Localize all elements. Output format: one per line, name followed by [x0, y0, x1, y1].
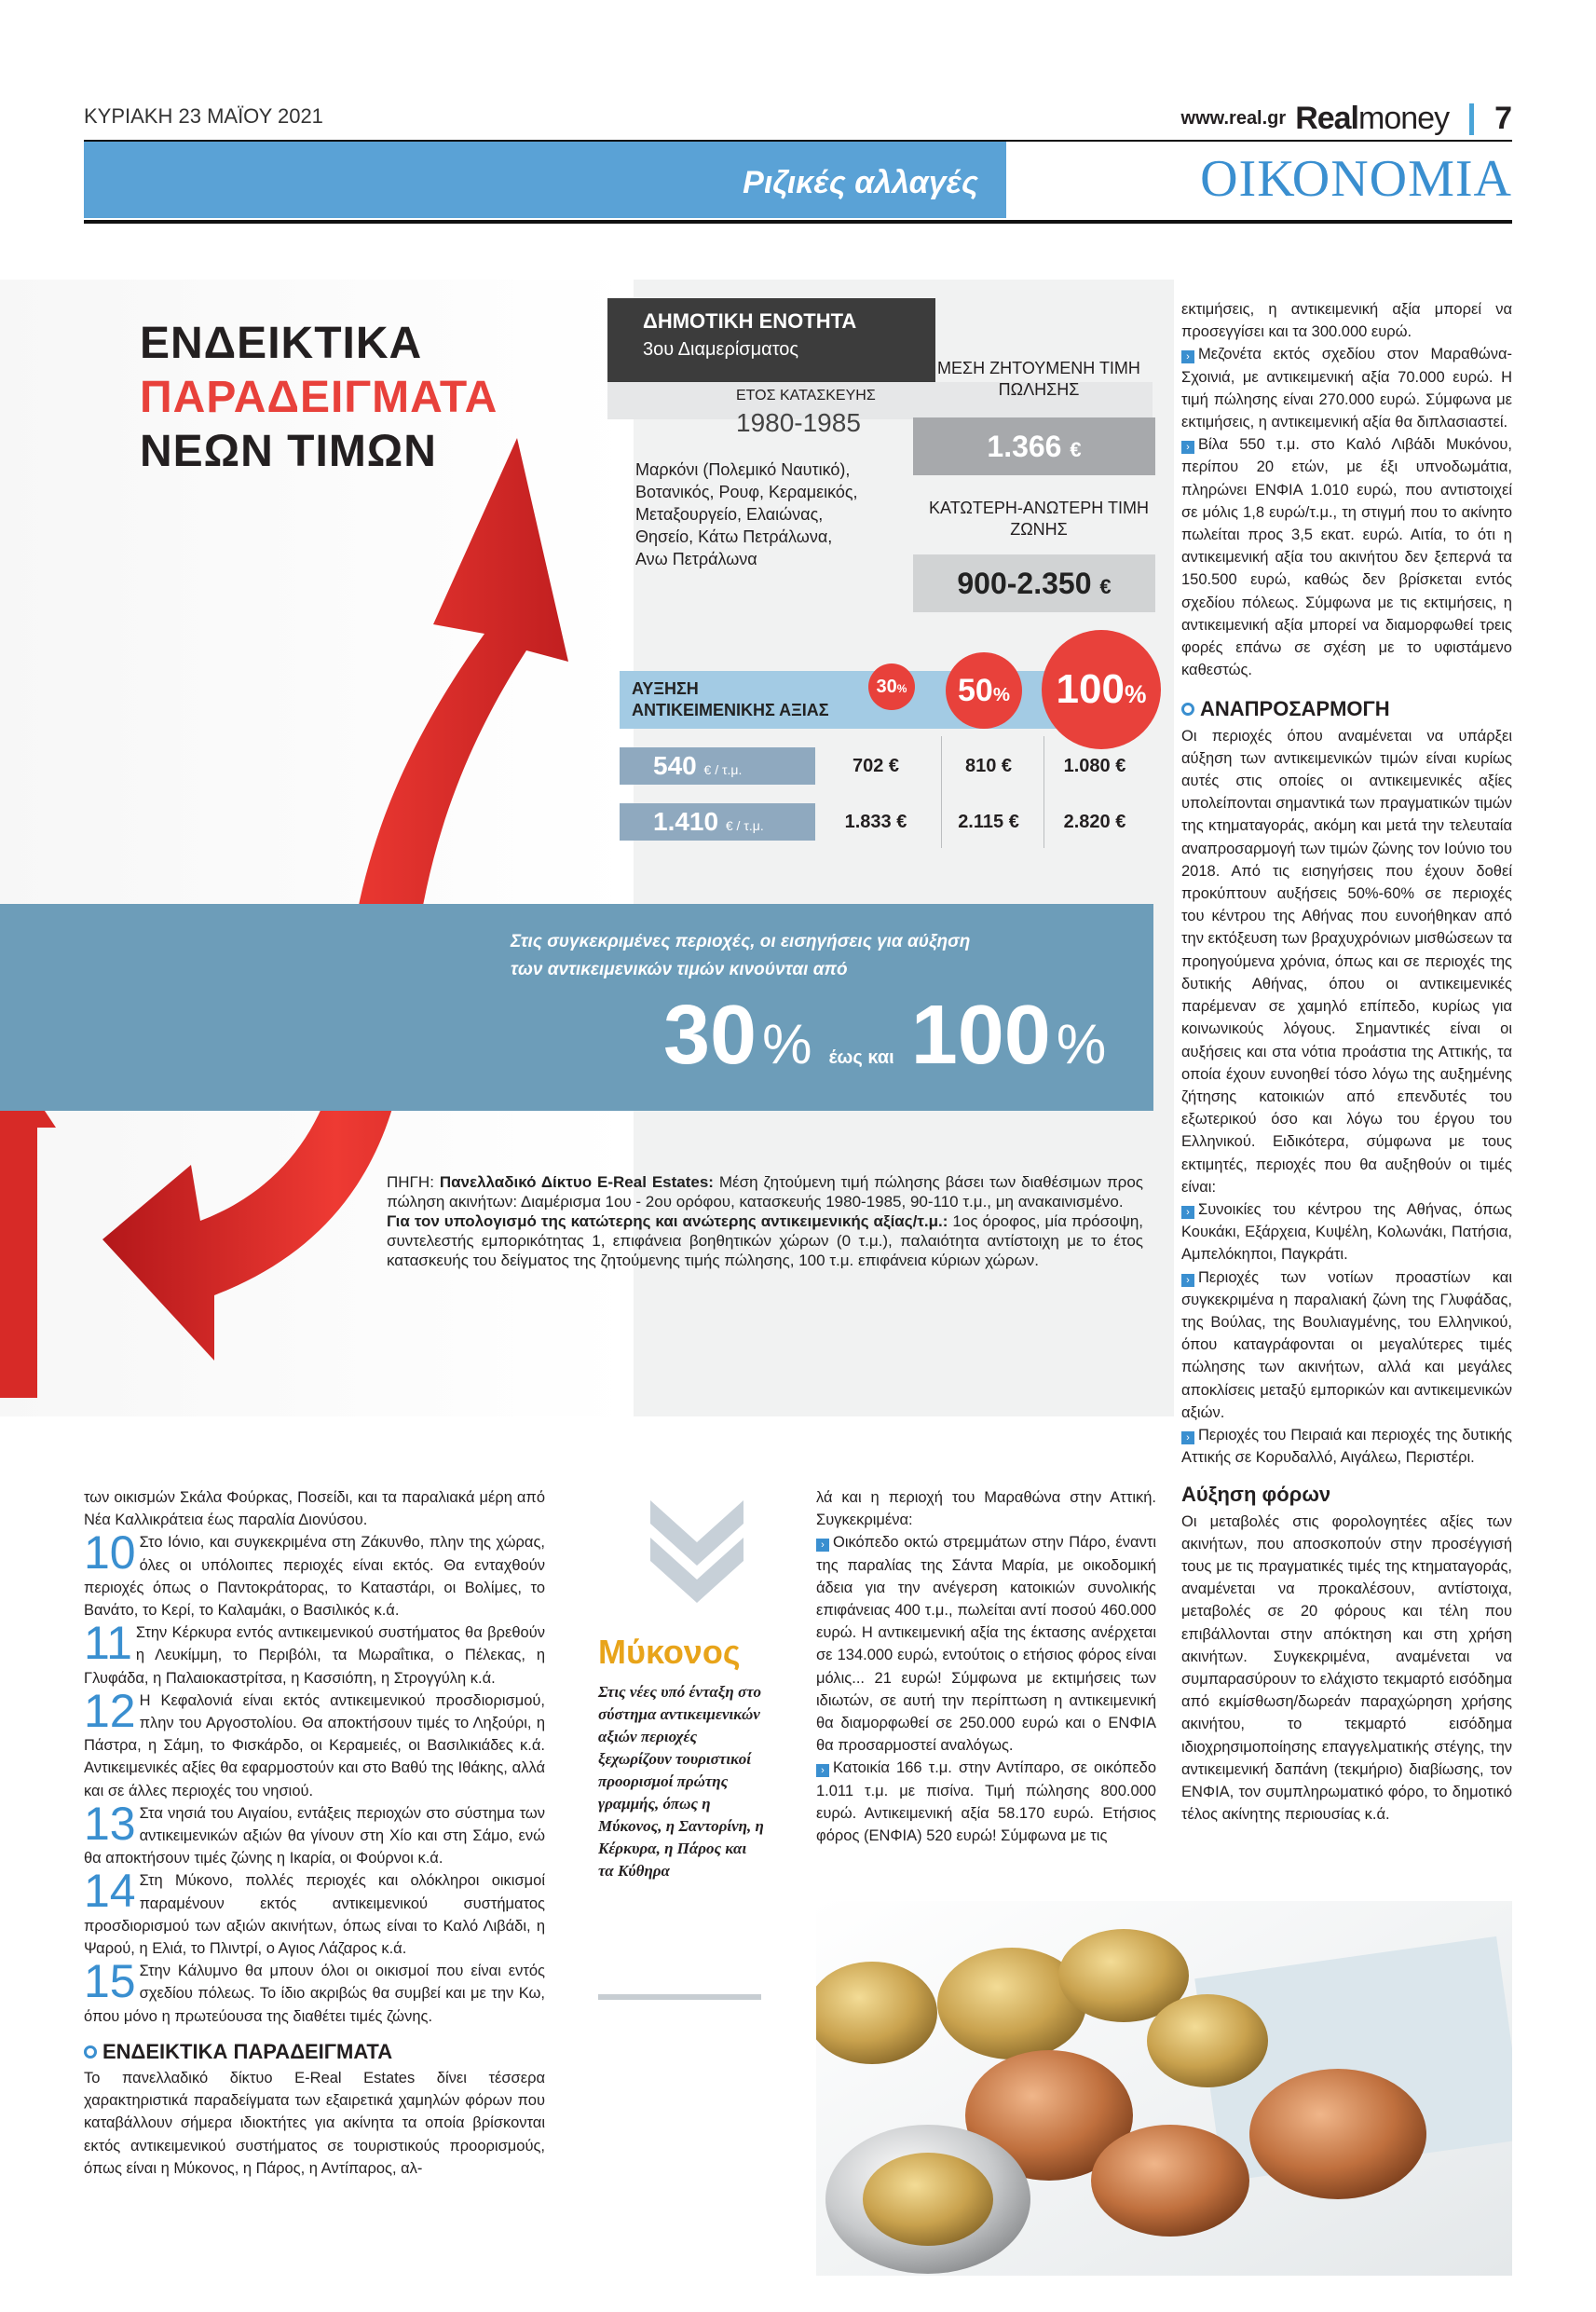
- bullet-item: › Περιοχές του Πειραιά και περιοχές της δυτικής Αττικής σε Κορυδαλλό, Αιγάλεω, Περιστέρι.: [1181, 1426, 1512, 1467]
- brand-logo: Realmoney: [1295, 101, 1450, 136]
- base-value: 1.410 € / τ.μ.: [620, 803, 815, 841]
- bullet-item: › Περιοχές των νοτίων προαστίων και συγκεκριμένα η παραλιακή ζώνη της Γλυφάδας, της Βούλας, της Βουλιαγμένης, του Ελληνικού, όπου καταγράφονται οι μεγαλύτερες τιμές πώλησης των ακινήτων, αλλά και μεγάλες αποκλίσεις μεταξύ εμπορικών και αντικειμενικών αξιών.: [1181, 1268, 1512, 1421]
- page-number: 7: [1494, 101, 1512, 136]
- year-value: 1980-1985: [736, 408, 861, 437]
- value-30: 1.833 €: [844, 812, 907, 832]
- masthead: [1181, 101, 1512, 137]
- highlight-text: Στις συγκεκριμένες περιοχές, οι εισηγήσεις για αύξηση των αντικειμενικών τιμών κινούνται από: [511, 932, 971, 979]
- bullet-item: › Μεζονέτα εκτός σχεδίου στον Μαραθώνα-Σχοινιά, με αντικειμενική αξία 70.000 ευρώ. Η τιμή πώλησης είναι 270.000 ευρώ. Σύμφωνα με εκτιμήσεις, η αντικειμενική αξία θα διπλασιαστεί.: [1181, 346, 1512, 431]
- municipal-unit-box: [607, 298, 935, 382]
- range-figure: 30 % έως και 100 %: [663, 989, 1107, 1082]
- base-value: 540 € / τ.μ.: [620, 747, 815, 785]
- numbered-item: 10 Στο Ιόνιο, και συγκεκριμένα στη Ζάκυνθο, πλην της χώρας, όλες οι υπόλοιπες περιοχές είναι εκτός. Θα ενταχθούν περιοχές όπως ο Παντοκράτορας, το Καταστάρι, οι Βολίμες, το Βανάτο, το Κερί, το Καλαμάκι, ο Βασιλικός κ.ά.: [84, 1526, 545, 1620]
- section-title: ΟΙΚΟΝΟΜΙΑ: [1200, 150, 1512, 208]
- bullet-item: › Κατοικία 166 τ.μ. στην Αντίπαρο, σε οικόπεδο 1.011 τ.μ. με πισίνα. Τιμή πώλησης 800.000 ευρώ. Αντικειμενική αξία 58.170 ευρώ. Ετήσιος φόρος (ΕΝΦΙΑ) 520 ευρώ! Σύμφωνα με τις: [816, 1759, 1156, 1845]
- target-icon: [84, 2045, 97, 2059]
- pullquote-rule: [598, 1994, 761, 2000]
- coins-photo: [816, 1901, 1512, 2276]
- chevron-right-icon: ›: [1181, 441, 1194, 454]
- numbered-item: 11 Στην Κέρκυρα εντός αντικειμενικού συστήματος θα βρεθούν η Λευκίμμη, το Περιβόλι, τα Μωραΐτικα, ο Πέλεκας, η Γλυφάδα, η Παλαιοκαστρίτσα, η Κασσιόπη, η Στρογγύλη κ.ά.: [84, 1617, 545, 1687]
- numbered-item: 15 Στην Κάλυμνο θα μπουν όλοι οι οικισμοί που είναι εντός σχεδίου πόλεως. Το ίδιο ακριβώς θα συμβεί και με την Κω, όπου μόνο η πρωτεύουσα της διαθέτει τιμές ζώνης.: [84, 1955, 545, 2025]
- municipal-unit-title: ΔΗΜΟΤΙΚΗ ΕΝΟΤΗΤΑ: [643, 309, 857, 333]
- median-price-value: 1.366 €: [913, 417, 1155, 475]
- paragraph: εκτιμήσεις, η αντικειμενική αξία μπορεί να προσεγγίσει και τα 300.000 ευρώ.: [1181, 301, 1512, 341]
- brand-divider: [1469, 103, 1474, 135]
- left-column: [84, 1486, 545, 2180]
- chevron-right-icon: ›: [1181, 1431, 1194, 1444]
- paragraph: Οι περιοχές όπου αναμένεται να υπάρξει αύξηση των αντικειμενικών τιμών είναι κυρίως αυτές στις οποίες οι αντικειμενικές αξίες υπολείπονται σημαντικά των πραγματικών τιμών της κτηματαγοράς, ακόμη και μετά την τελευταία αναπροσαρμογή των τιμών ζώνης τον Ιούνιο του 2018. Από τις εισηγήσεις που έχουν δοθεί προκύπτουν αυξήσεις 50%-60% σε περιοχές του κέντρου της Αθήνας που ευνοήθηκαν από την εκτόξευση των βραχυχρόνιων μισθώσεων τα προηγούμενα χρόνια, όπως και σε περιοχές της δυτικής Αθήνας, όπου οι αντικειμενικές παρέμεναν σε χαμηλό επίπεδο, κυρίως για κοινωνικούς λόγους. Σημαντικές είναι οι αυξήσεις και στα νότια προάστια της Αττικής, τα οποία έχουν ευνοηθεί τόσο λόγω της αυξημένης ζήτησης κατοικιών από επενδυτές του εξωτερικού όσο και λόγω του έργου του Ελληνικού. Ειδικότερα, σύμφωνα με τους εκτιμητές, περιοχές που θα αυξηθούν οι τιμές είναι:: [1181, 727, 1512, 1196]
- site-url[interactable]: www.real.gr: [1180, 108, 1287, 129]
- zone-price-value: 900-2.350 €: [913, 554, 1155, 612]
- areas-list: Μαρκόνι (Πολεμικό Ναυτικό), Βοτανικός, Ρουφ, Κεραμεικός, Μεταξουργείο, Ελαιώνας, Θησείο, Κάτω Πετράλωνα, Ανω Πετράλωνα: [635, 460, 858, 568]
- bullet-item: › Βίλα 550 τ.μ. στο Καλό Λιβάδι Μυκόνου, περίπου 20 ετών, με έξι υπνοδωμάτια, πληρώνει ΕΝΦΙΑ 1.010 ευρώ, που αντιστοιχεί σε μόλις 1,8 ευρώ/τ.μ., τη στιγμή που το ακίνητο πωλείται προς 3,5 εκατ. ευρώ. Αιτία, το ότι η αντικειμενική αξία του ακινήτου δεν ξεπερνά τα 150.500 ευρώ, καθώς δεν βρίσκεται εντός σχεδίου πόλεως. Σύμφωνα με τις εκτιμήσεις, η αντικειμενική αξία μπορεί να διαμορφωθεί τρεις φορές επάνω σε σχέση με το υφιστάμενο καθεστώς.: [1181, 436, 1512, 679]
- chevron-right-icon: ›: [1181, 1274, 1194, 1287]
- bullet-item: › Συνοικίες του κέντρου της Αθήνας, όπως Κουκάκι, Εξάρχεια, Κυψέλη, Κολωνάκι, Πατήσια, Αμπελόκηποι, Παγκράτι.: [1181, 1200, 1512, 1264]
- value-50: 2.115 €: [958, 812, 1019, 832]
- header-bottom-rule: [84, 220, 1512, 224]
- value-50: 810 €: [964, 756, 1013, 776]
- title-line-3: ΝΕΩΝ ΤΙΜΩΝ: [140, 427, 437, 476]
- numbered-item: 13 Στα νησιά του Αιγαίου, εντάξεις περιοχών στο σύστημα των αντικειμενικών αξιών θα γίνουν στη Χίο και στη Σάμο, ενώ θα αποκτήσουν τιμές ζώνης η Ικαρία, οι Φούρνοι κ.ά.: [84, 1797, 545, 1867]
- numbered-item: 14 Στη Μύκονο, πολλές περιοχές και ολόκληροι οικισμοί παραμένουν εκτός αντικειμενικού συστήματος προσδιορισμού των αξιών ακινήτων, όπως είναι το Καλό Λιβάδι, η Ψαρού, η Ελιά, το Πλιντρί, ο Αγιος Λάζαρος κ.ά.: [84, 1865, 545, 1958]
- paragraph: Οι μεταβολές στις φορολογητέες αξίες των ακινήτων, που αποσκοπούν στην προσέγγισή τους με τις πραγματικές τιμές της κτηματαγοράς, αναμένεται να προκαλέσουν, αντίστοιχα, μεταβολές σε 20 φόρους και τέλη που επιβάλλονται στην απόκτηση και στη χρήση ακινήτων. Συγκεκριμένα, αναμένεται να συμπαρασύρουν το ελάχιστο τεκμαρτό εισόδημα από εκμίσθωση/δωρεάν παραχώρηση χρήσης ακινήτου, το τεκμαρτό εισόδημα ιδιοχρησιμοποίησης επαγγελματικής στέγης, την αντικειμενική δαπάνη (τεκμήριο) διαβίωσης, τον ΕΝΦΙΑ, τον συμπληρωματικό φόρο, το δημοτικό τέλος ακίνητης περιουσίας κ.ά.: [1181, 1512, 1512, 1824]
- paragraph: Το πανελλαδικό δίκτυο E-Real Estates δίνει τέσσερα χαρακτηριστικά παραδείγματα των εξαιρετικά χαμηλών φόρων που καταβάλλουν σήμερα ιδιοκτήτες για ακίνητα τα οποία βρίσκονται εκτός αντικειμενικού συστήματος σε τουριστικούς προορισμούς, όπως είναι η Μύκονος, η Πάρος, η Αντίπαρος, αλ-: [84, 2070, 545, 2177]
- title-line-2: ΠΑΡΑΔΕΙΓΜΑΤΑ: [140, 373, 498, 422]
- table-divider: [941, 736, 942, 848]
- numbered-item: 12 Η Κεφαλονιά είναι εκτός αντικειμενικού προσδιορισμού, πλην του Αργοστολίου. Θα αποκτήσουν τιμές το Ληξούρι, η Πάστρα, η Σάμη, το Φισκάρδο, οι Κεραμειές, οι Βασιλικιάδες κ.ά. Αντικειμενικές αξίες θα εφαρμοστούν και στο Βαθύ της Ιθάκης, αλλά και σε άλλες περιοχές του νησιού.: [84, 1684, 545, 1799]
- bullet-item: › Οικόπεδο οκτώ στρεμμάτων στην Πάρο, έναντι της παραλίας της Σάντα Μαρία, με οικοδομική άδεια για την ανέγερση κατοικιών συνολικής επιφάνειας 400 τ.μ., πωλείται αντί ποσού 460.000 ευρώ. Η αντικειμενική αξία της έκτασης ανέρχεται σε 134.000 ευρώ, εντούτοις ο ετήσιος φόρος είναι μόλις... 21 ευρώ! Σύμφωνα με εκτιμήσεις των ιδιωτών, σε αυτή την περίπτωση η αντικειμενική θα διαμορφωθεί σε 250.000 ευρώ και ο ΕΝΦΙΑ θα προσαρμοστεί αναλόγως.: [816, 1534, 1156, 1755]
- median-price-label: ΜΕΣΗ ΖΗΤΟΥΜΕΝΗ ΤΙΜΗ ΠΩΛΗΣΗΣ: [937, 359, 1140, 399]
- infographic-title: [140, 317, 498, 479]
- article-kicker: Ριζικές αλλαγές: [743, 165, 978, 200]
- year-label: ΕΤΟΣ ΚΑΤΑΣΚΕΥΗΣ: [736, 388, 876, 404]
- paragraph: των οικισμών Σκάλα Φούρκας, Ποσείδι, και τα παραλιακά μέρη από Νέα Καλλικράτεια έως παραλία Διονύσου.: [84, 1489, 545, 1529]
- value-30: 702 €: [852, 756, 900, 776]
- municipal-unit-subtitle: 3ου Διαμερίσματος: [643, 339, 799, 360]
- price-row: [620, 803, 1141, 844]
- chevron-down-icon: [641, 1496, 753, 1607]
- target-icon: [1181, 703, 1194, 716]
- subheading: Αύξηση φόρων: [1181, 1483, 1331, 1507]
- chevron-right-icon: ›: [1181, 1206, 1194, 1219]
- chevron-right-icon: ›: [816, 1764, 829, 1777]
- subheading: ΑΝΑΠΡΟΣΑΡΜΟΓΗ: [1181, 698, 1512, 720]
- middle-column: [816, 1486, 1156, 1847]
- chevron-right-icon: ›: [1181, 350, 1194, 363]
- mykonos-title: Μύκονος: [598, 1633, 741, 1671]
- subheading: ΕΝΔΕΙΚΤΙΚΑ ΠΑΡΑΔΕΙΓΜΑΤΑ: [84, 2041, 545, 2063]
- paragraph: λά και η περιοχή του Μαραθώνα στην Αττική. Συγκεκριμένα:: [816, 1489, 1156, 1529]
- value-100: 1.080 €: [1063, 756, 1126, 776]
- pct-50-badge: 50%: [946, 652, 1022, 729]
- source-note: ΠΗΓΗ: Πανελλαδικό Δίκτυο E-Real Estates: Μέση ζητούμενη τιμή πώλησης βάσει των διαθέσιμων προς πώληση ακινήτων: Διαμέρισμα 1ου - 2ου ορόφου, κατασκευής 1980-1985, 90-110 τ.μ., μη ανακαινισμένο. Για τον υπολογισμό της κατώτερης και ανώτερης αντικειμενικής αξίας/τ.μ.: 1ος όροφος, μία πρόσοψη, συντελεστής εμπορικότητας 1, επιφάνεια βοηθητικών χώρων (0 τ.μ.), παλαιότητα αντίστοιχη με το έτος κατασκευής του δείγματος της ζητούμενης τιμής πώλησης, 100 τ.μ. επιφάνεια κύριων χώρων.: [387, 1173, 1144, 1269]
- zone-price-label: ΚΑΤΩΤΕΡΗ-ΑΝΩΤΕΡΗ ΤΙΜΗ ΖΩΝΗΣ: [929, 499, 1149, 539]
- right-column: [1181, 298, 1512, 1826]
- price-row: [620, 747, 1141, 788]
- pct-100-badge: 100%: [1042, 630, 1161, 749]
- title-line-1: ΕΝΔΕΙΚΤΙΚΑ: [140, 319, 423, 368]
- chevron-right-icon: ›: [816, 1539, 829, 1552]
- increase-label: ΑΥΞΗΣΗ ΑΝΤΙΚΕΙΜΕΝΙΚΗΣ ΑΞΙΑΣ: [632, 679, 829, 719]
- value-100: 2.820 €: [1063, 812, 1126, 832]
- mykonos-pullquote: Στις νέες υπό ένταξη στο σύστημα αντικειμενικών αξιών περιοχές ξεχωρίζουν τουριστικοί προορισμοί πρώτης γραμμής, όπως η Μύκονος, η Σαντορίνη, η Κέρκυρα, η Πάρος και τα Κύθηρα: [598, 1683, 764, 1880]
- pct-30-badge: 30%: [868, 664, 915, 710]
- issue-date: ΚΥΡΙΑΚΗ 23 ΜΑΪΟΥ 2021: [84, 104, 323, 128]
